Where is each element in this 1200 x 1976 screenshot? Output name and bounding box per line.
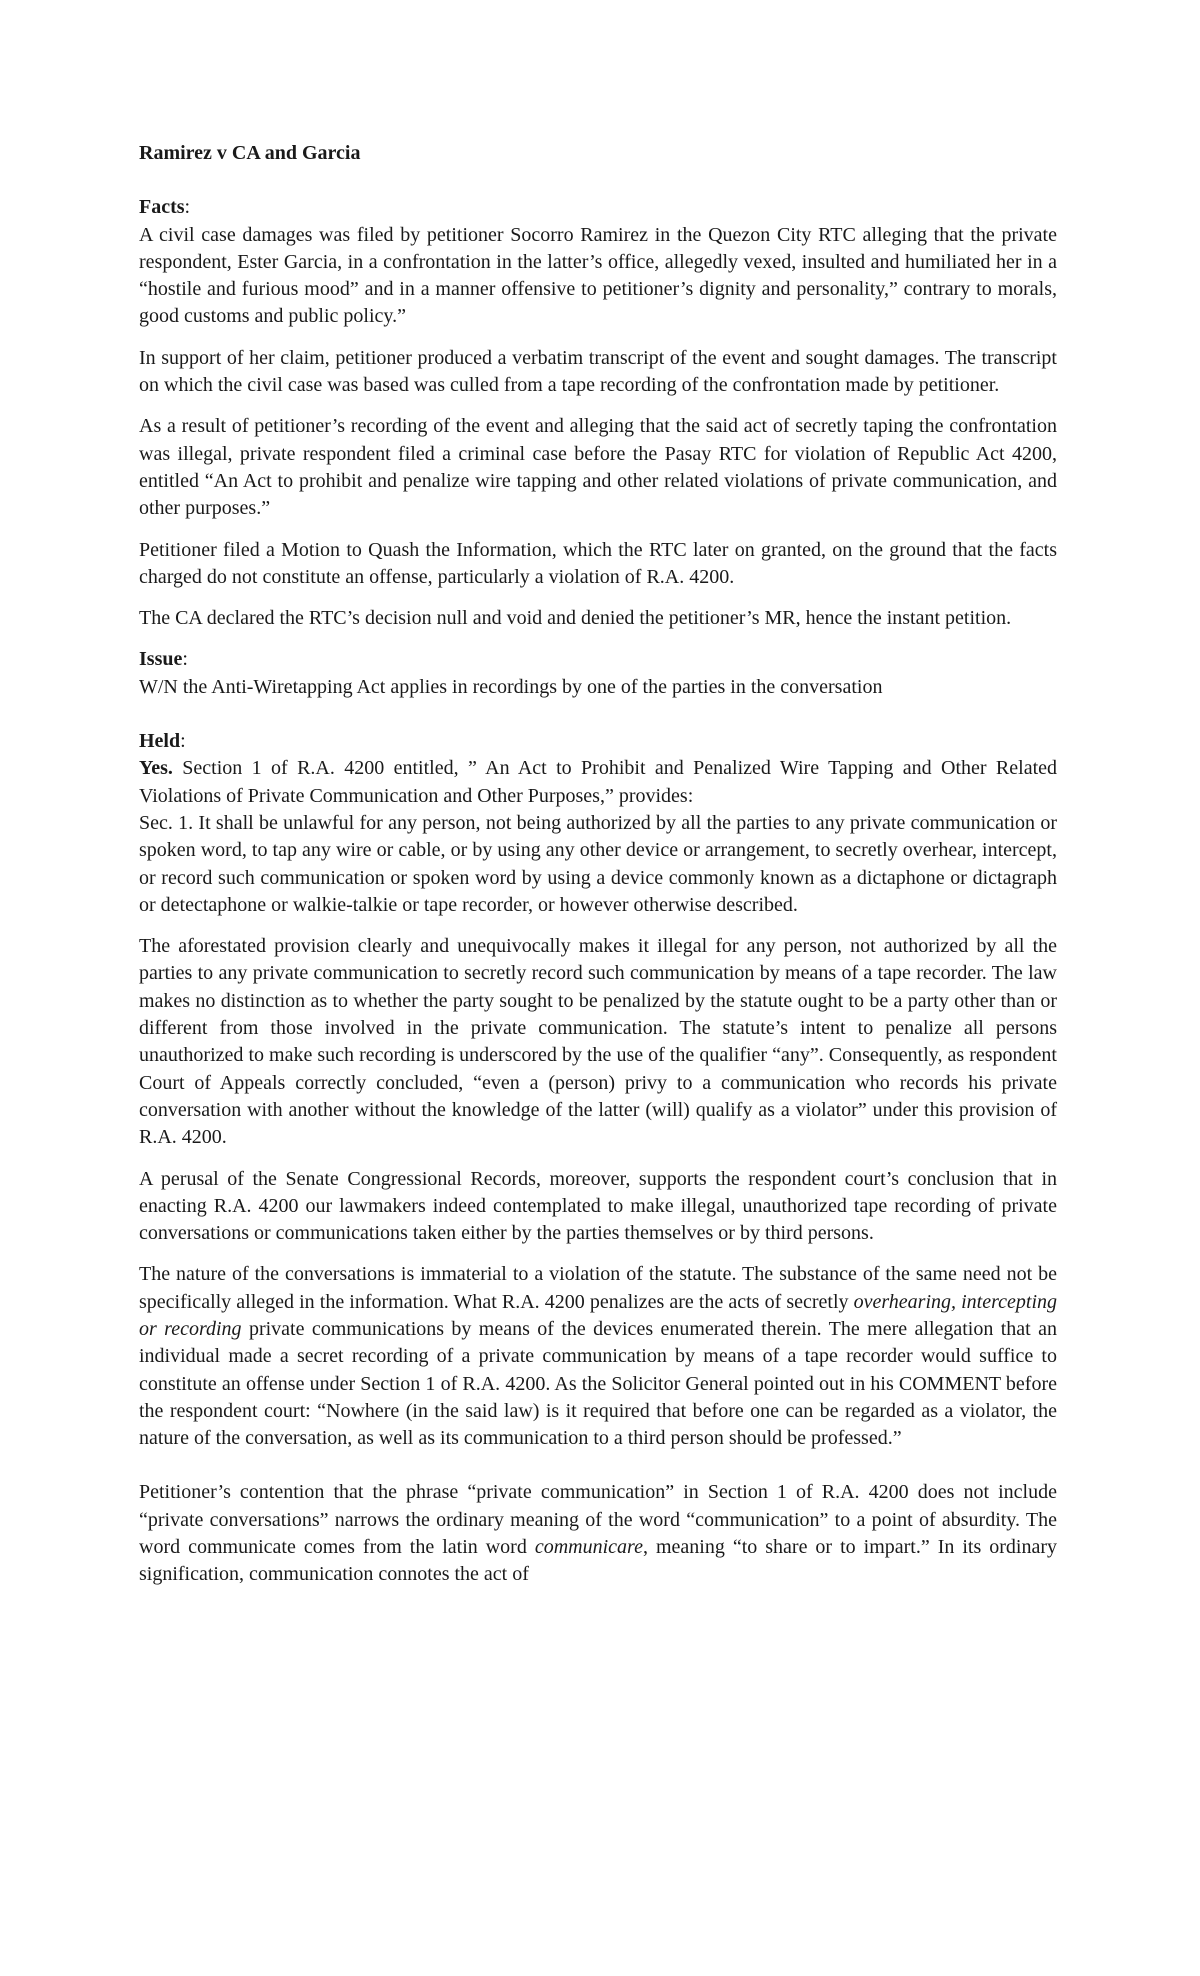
held-intro-text: Section 1 of R.A. 4200 entitled, ” An Act to Prohibit and Penalized Wire Tapping and Other Related Violations of Private Communication and Other Purposes,” provides: xyxy=(139,757,1057,807)
issue-heading-label: Issue xyxy=(139,648,183,671)
held-paragraph-1: The aforestated provision clearly and unequivocally makes it illegal for any person, not authorized by all the parties to any private communication to secretly record such communication by means of a tape recorder. The law makes no distinction as to whether the party sought to be penalized by the statute ought to be a party other than or different from those involved in the private communication. The statute’s intent to penalize all persons unauthorized to make such recording is underscored by the use of the qualifier “any”. Consequently, as respondent Court of Appeals correctly concluded, “even a (person) privy to a communication who records his private conversation with another without the knowledge of the latter (will) qualify as a violator” under this provision of R.A. 4200. xyxy=(139,935,1057,1149)
held-paragraph-4-part-1: Petitioner’s contention that the phrase “private communication” in Section 1 of R.A. 4200 does not include “private conversations” narrows the ordinary meaning of the word “communication” to a point of absurdity. The word communicate comes from the latin word xyxy=(139,1481,1057,1559)
held-paragraph-3-italic: overhearing, intercepting or recording xyxy=(139,1290,1057,1340)
issue-heading xyxy=(139,646,1057,673)
held-heading-label: Held xyxy=(139,730,181,753)
held-paragraph-4 xyxy=(139,1479,1057,1588)
facts-heading-colon: : xyxy=(184,196,191,219)
facts-paragraph-2: In support of her claim, petitioner produced a verbatim transcript of the event and sought damages. The transcript on which the civil case was based was culled from a tape recording of the confrontation made by petitioner. xyxy=(139,346,1057,397)
held-intro xyxy=(139,755,1057,810)
held-paragraph-3 xyxy=(139,1261,1057,1452)
facts-paragraph-3: As a result of petitioner’s recording of the event and alleging that the said act of secretly taping the confrontation was illegal, private respondent filed a criminal case before the Pasay RTC for violation of Republic Act 4200, entitled “An Act to prohibit and penalize wire tapping and other related violations of private communication, and other purposes.” xyxy=(139,415,1057,520)
issue-heading-colon: : xyxy=(182,648,188,671)
held-heading-colon: : xyxy=(180,730,186,753)
document-title: Ramirez v CA and Garcia xyxy=(139,142,361,164)
held-paragraph-3-part-2: private communications by means of the devices enumerated therein. The mere allegation that an individual made a secret recording of a private communication by means of a tape recorder would suffice to constitute an offense under Section 1 of R.A. 4200. As the Solicitor General pointed out in his COMMENT before the respondent court: “Nowhere (in the said law) is it required that before one can be regarded as a violator, the nature of the conversation, as well as its communication to a third person should be professed.” xyxy=(139,1317,1057,1450)
section-1-text: Sec. 1. It shall be unlawful for any person, not being authorized by all the parties to any private communication or spoken word, to tap any wire or cable, or by using any other device or arrangement, to secretly overhear, intercept, or record such communication or spoken word by using a device commonly known as a dictaphone or dictagraph or detectaphone or walkie-talkie or tape recorder, or however otherwise described. xyxy=(139,811,1057,916)
held-paragraph-4-part-2: , meaning “to share or to impart.” In its ordinary signification, communication connotes the act of xyxy=(139,1536,1057,1586)
facts-heading xyxy=(139,194,1057,221)
held-answer: Yes. xyxy=(139,757,173,780)
document-body xyxy=(139,140,1057,1589)
facts-paragraph-1: A civil case damages was filed by petitioner Socorro Ramirez in the Quezon City RTC alleging that the private respondent, Ester Garcia, in a confrontation in the latter’s office, allegedly vexed, insulted and humiliated her in a “hostile and furious mood” and in a manner offensive to petitioner’s dignity and personality,” contrary to morals, good customs and public policy.” xyxy=(139,223,1057,328)
issue-text: W/N the Anti-Wiretapping Act applies in recordings by one of the parties in the conversation xyxy=(139,675,883,698)
held-paragraph-4-italic: communicare xyxy=(534,1536,643,1559)
facts-paragraph-4: Petitioner filed a Motion to Quash the Information, which the RTC later on granted, on the ground that the facts charged do not constitute an offense, particularly a violation of R.A. 4200. xyxy=(139,538,1057,588)
held-heading xyxy=(139,728,1057,755)
held-paragraph-3-part-1: The nature of the conversations is immaterial to a violation of the statute. The substance of the same need not be specifically alleged in the information. What R.A. 4200 penalizes are the acts of secretly xyxy=(139,1263,1057,1313)
held-paragraph-2: A perusal of the Senate Congressional Records, moreover, supports the respondent court’s conclusion that in enacting R.A. 4200 our lawmakers indeed contemplated to make illegal, unauthorized tape recording of private conversations or communications taken either by the parties themselves or by third persons. xyxy=(139,1167,1057,1245)
facts-paragraph-5: The CA declared the RTC’s decision null and void and denied the petitioner’s MR, hence the instant petition. xyxy=(139,607,1012,630)
facts-heading-label: Facts xyxy=(139,196,185,219)
